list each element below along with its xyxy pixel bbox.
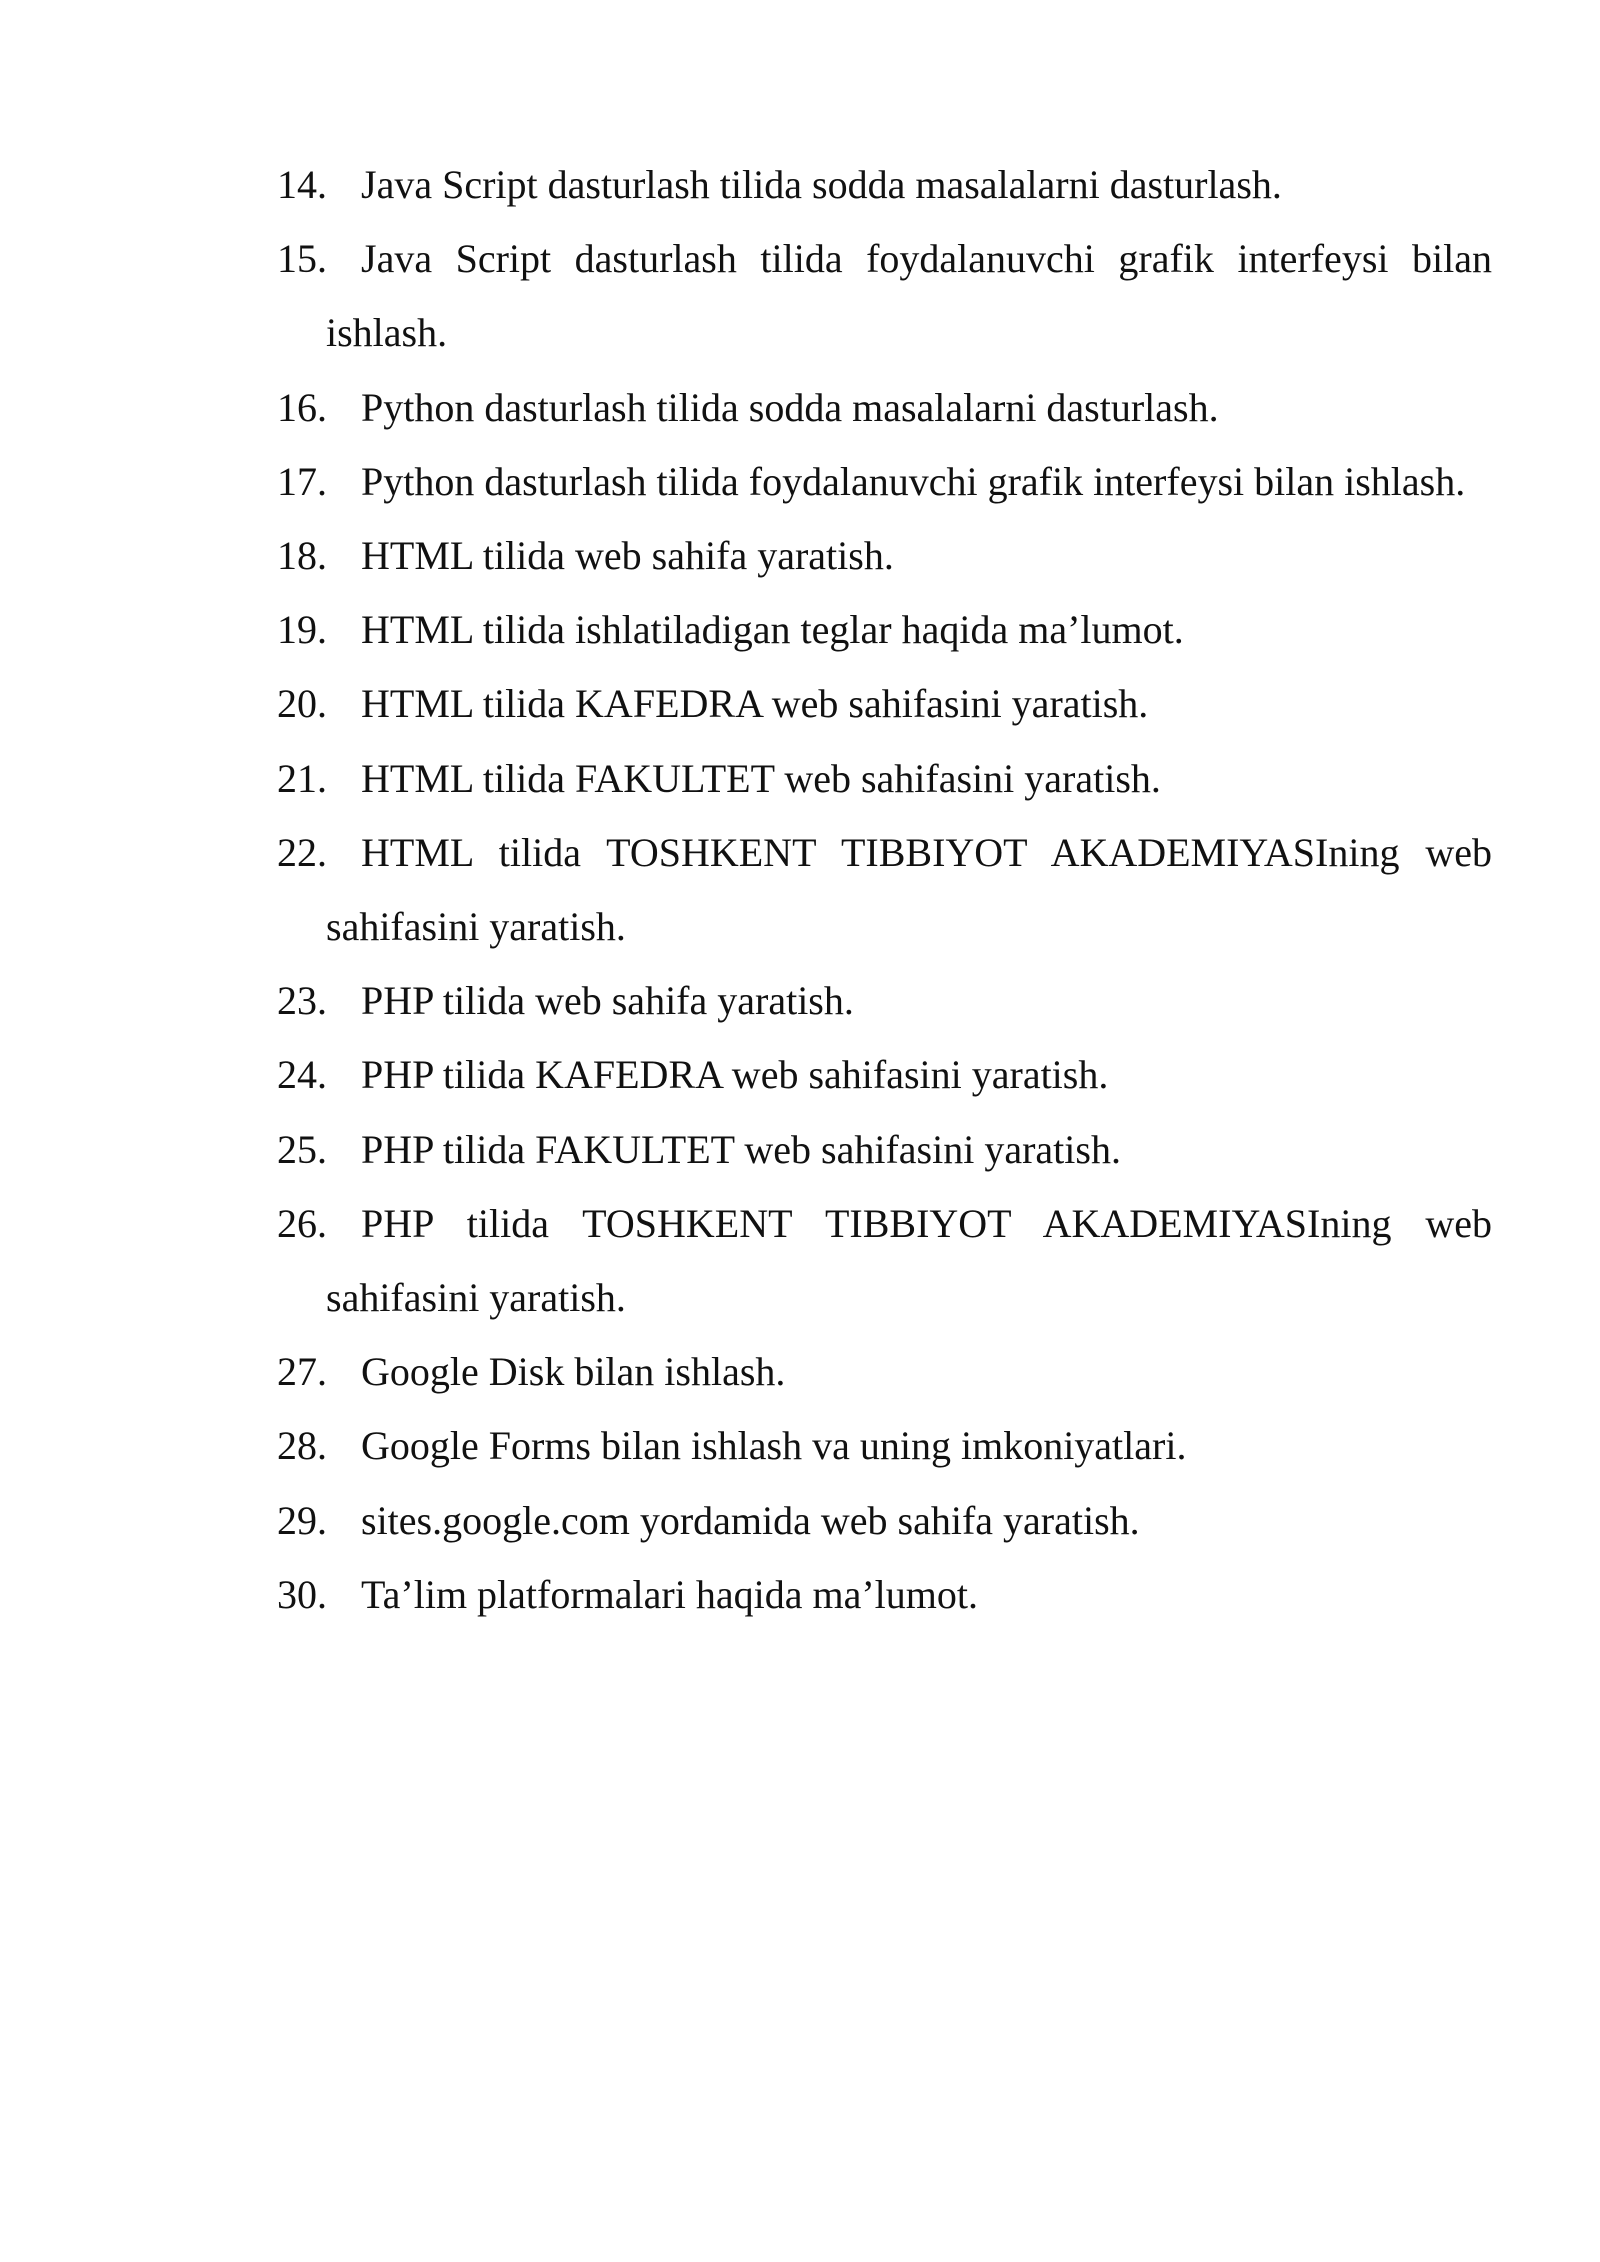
item-number: 14.: [277, 162, 327, 207]
item-text: HTML tilida TOSHKENT TIBBIYOT AKADEMIYASIning web sahifasini yaratish.: [326, 829, 1492, 950]
item-number: 18.: [277, 533, 327, 579]
item-text: HTML tilida ishlatiladigan teglar haqida ma’lumot.: [361, 607, 1184, 653]
item-number: 29.: [277, 1497, 327, 1543]
list-item: [277, 148, 1492, 222]
item-number: 19.: [277, 607, 327, 653]
item-number: 15.: [277, 236, 327, 282]
item-text: HTML tilida web sahifa yaratish.: [361, 533, 894, 579]
item-number: 27.: [277, 1349, 327, 1395]
item-number: 16.: [277, 384, 327, 430]
item-text: Python dasturlash tilida foydalanuvchi grafik interfeysi bilan ishlash.: [361, 458, 1466, 504]
numbered-list: [277, 148, 1492, 1632]
list-item: [277, 593, 1492, 667]
list-item: [277, 742, 1492, 816]
item-number: 23.: [277, 978, 327, 1024]
list-item: [277, 1409, 1492, 1483]
item-text: PHP tilida KAFEDRA web sahifasini yaratish.: [361, 1052, 1109, 1098]
list-item: [277, 1558, 1492, 1632]
list-item: [277, 519, 1492, 593]
item-number: 26.: [277, 1200, 327, 1246]
list-item: [277, 964, 1492, 1038]
item-number: 30.: [277, 1571, 327, 1617]
list-item: [277, 1038, 1492, 1112]
item-text: HTML tilida KAFEDRA web sahifasini yaratish.: [361, 681, 1149, 727]
item-text: Java Script dasturlash tilida sodda masalalarni dasturlash.: [361, 162, 1282, 207]
item-number: 22.: [277, 829, 327, 875]
item-text: PHP tilida FAKULTET web sahifasini yaratish.: [361, 1126, 1121, 1172]
item-number: 17.: [277, 458, 327, 504]
item-number: 21.: [277, 755, 327, 801]
list-item: [277, 1484, 1492, 1558]
item-text: Ta’lim platformalari haqida ma’lumot.: [361, 1571, 978, 1617]
item-number: 28.: [277, 1423, 327, 1469]
item-text: Java Script dasturlash tilida foydalanuvchi grafik interfeysi bilan ishlash.: [326, 236, 1492, 356]
item-text: Google Disk bilan ishlash.: [361, 1349, 786, 1395]
list-item: [277, 1113, 1492, 1187]
item-number: 24.: [277, 1052, 327, 1098]
item-number: 25.: [277, 1126, 327, 1172]
item-text: PHP tilida web sahifa yaratish.: [361, 978, 854, 1024]
list-item: [277, 445, 1492, 519]
list-item: [277, 1335, 1492, 1409]
item-text: HTML tilida FAKULTET web sahifasini yaratish.: [361, 755, 1161, 801]
list-item: [277, 371, 1492, 445]
list-item: [277, 1187, 1492, 1335]
item-text: sites.google.com yordamida web sahifa yaratish.: [361, 1497, 1140, 1543]
list-item: [277, 816, 1492, 964]
list-item: [277, 667, 1492, 741]
item-number: 20.: [277, 681, 327, 727]
item-text: PHP tilida TOSHKENT TIBBIYOT AKADEMIYASIning web sahifasini yaratish.: [326, 1200, 1492, 1321]
list-item: [277, 222, 1492, 370]
item-text: Google Forms bilan ishlash va uning imkoniyatlari.: [361, 1423, 1187, 1469]
item-text: Python dasturlash tilida sodda masalalarni dasturlash.: [361, 384, 1219, 430]
